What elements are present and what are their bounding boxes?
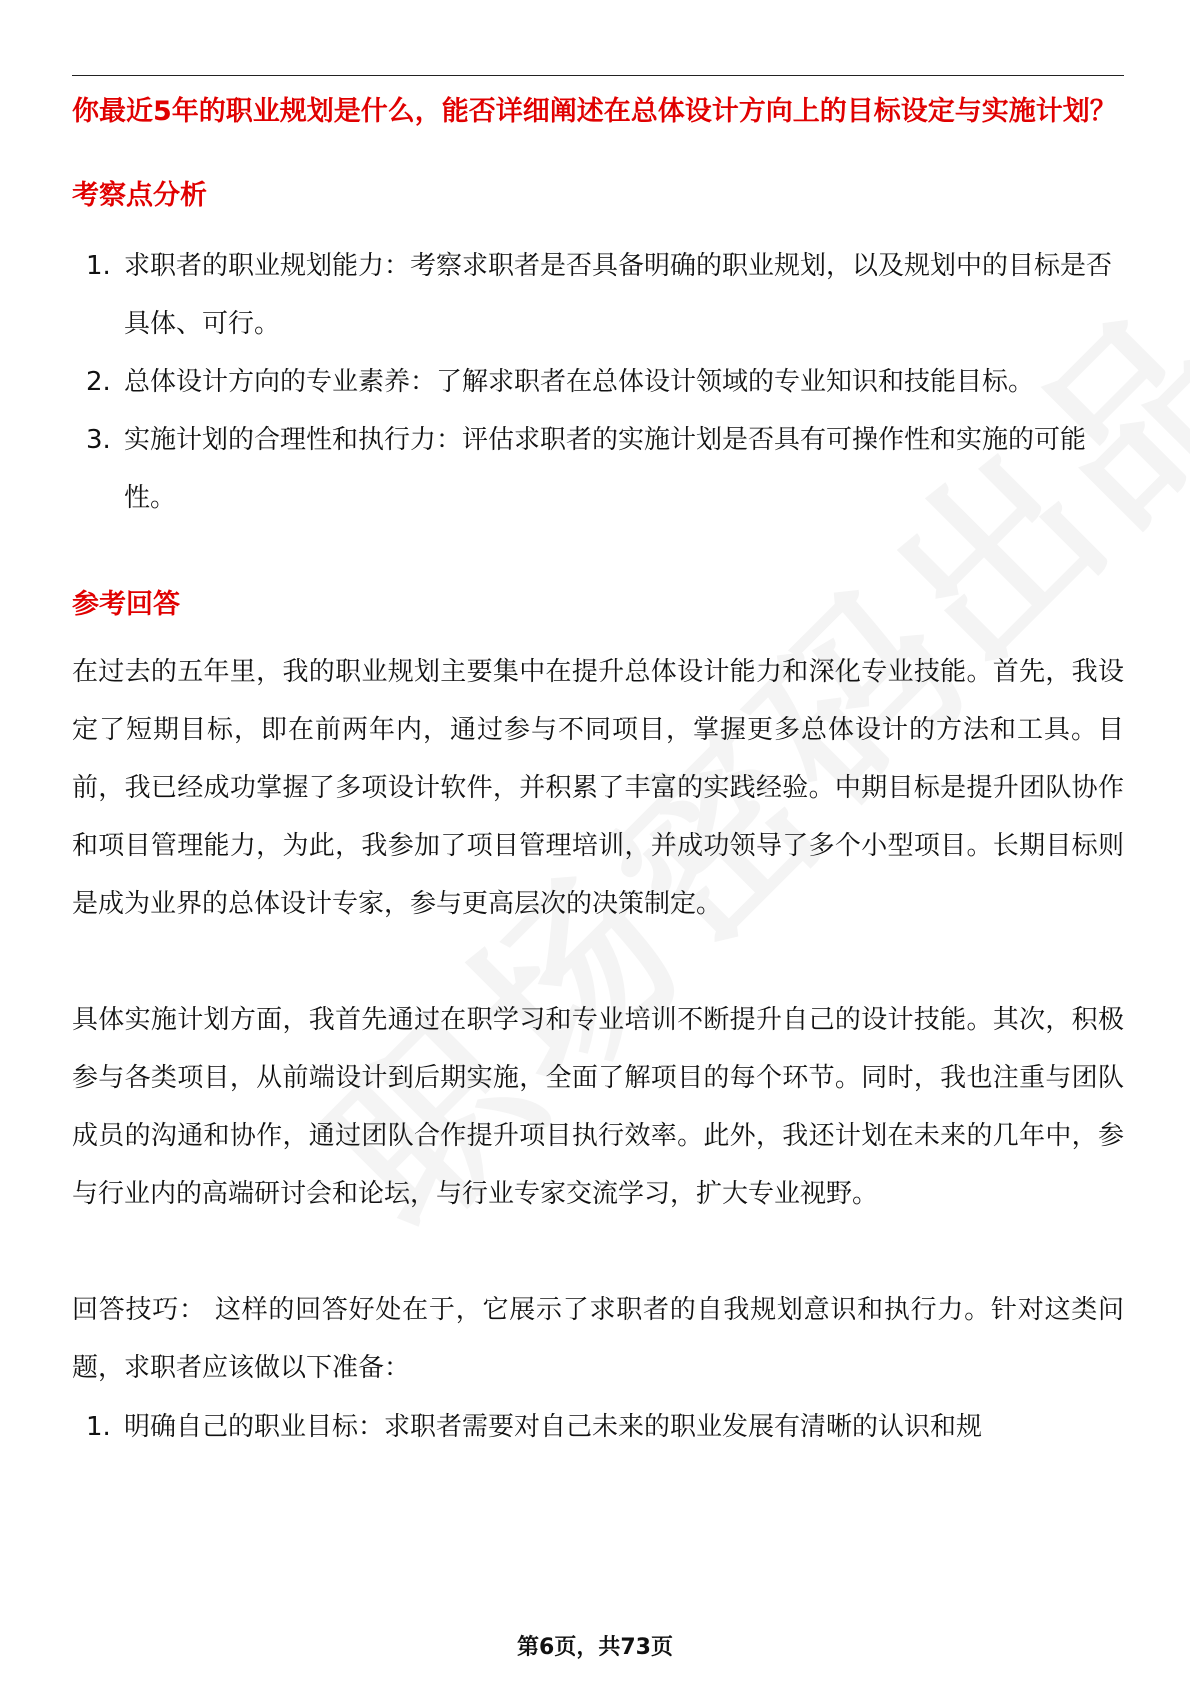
- list-item-text: 实施计划的合理性和执行力：评估求职者的实施计划是否具有可操作性和实施的可能性。: [124, 425, 1087, 513]
- list-item: [72, 237, 1124, 353]
- answer-tips-intro: 回答技巧： 这样的回答好处在于，它展示了求职者的自我规划意识和执行力。针对这类问题，求职者应该做以下准备：: [72, 1295, 1124, 1383]
- top-divider: [72, 75, 1124, 76]
- answer-paragraph: 在过去的五年里，我的职业规划主要集中在提升总体设计能力和深化专业技能。首先，我设定了短期目标，即在前两年内，通过参与不同项目，掌握更多总体设计的方法和工具。目前，我已经成功掌握了多项设计软件，并积累了丰富的实践经验。中期目标是提升团队协作和项目管理能力，为此，我参加了项目管理培训，并成功领导了多个小型项目。长期目标则是成为业界的总体设计专家，参与更高层次的决策制定。: [72, 657, 1124, 919]
- list-item: [72, 1398, 1124, 1456]
- page-footer: 第6页，共73页: [517, 1635, 673, 1660]
- analysis-list: [72, 237, 1124, 527]
- question-title: 你最近5年的职业规划是什么，能否详细阐述在总体设计方向上的目标设定与实施计划？: [72, 96, 1117, 127]
- list-item: [72, 353, 1124, 411]
- answer-heading: 参考回答: [72, 589, 180, 620]
- list-number: 1.: [86, 1412, 111, 1442]
- list-item: [72, 411, 1124, 527]
- tips-list: [72, 1398, 1124, 1456]
- list-item-text: 明确自己的职业目标：求职者需要对自己未来的职业发展有清晰的认识和规: [124, 1412, 983, 1442]
- analysis-heading: 考察点分析: [72, 180, 207, 211]
- answer-paragraph: 具体实施计划方面，我首先通过在职学习和专业培训不断提升自己的设计技能。其次，积极参与各类项目，从前端设计到后期实施，全面了解项目的每个环节。同时，我也注重与团队成员的沟通和协作，通过团队合作提升项目执行效率。此外，我还计划在未来的几年中，参与行业内的高端研讨会和论坛，与行业专家交流学习，扩大专业视野。: [72, 1005, 1124, 1209]
- list-number: 2.: [86, 367, 111, 397]
- list-number: 1.: [86, 251, 111, 281]
- list-item-text: 总体设计方向的专业素养：了解求职者在总体设计领域的专业知识和技能目标。: [124, 367, 1035, 397]
- list-number: 3.: [86, 425, 111, 455]
- list-item-text: 求职者的职业规划能力：考察求职者是否具备明确的职业规划，以及规划中的目标是否具体、可行。: [124, 251, 1113, 339]
